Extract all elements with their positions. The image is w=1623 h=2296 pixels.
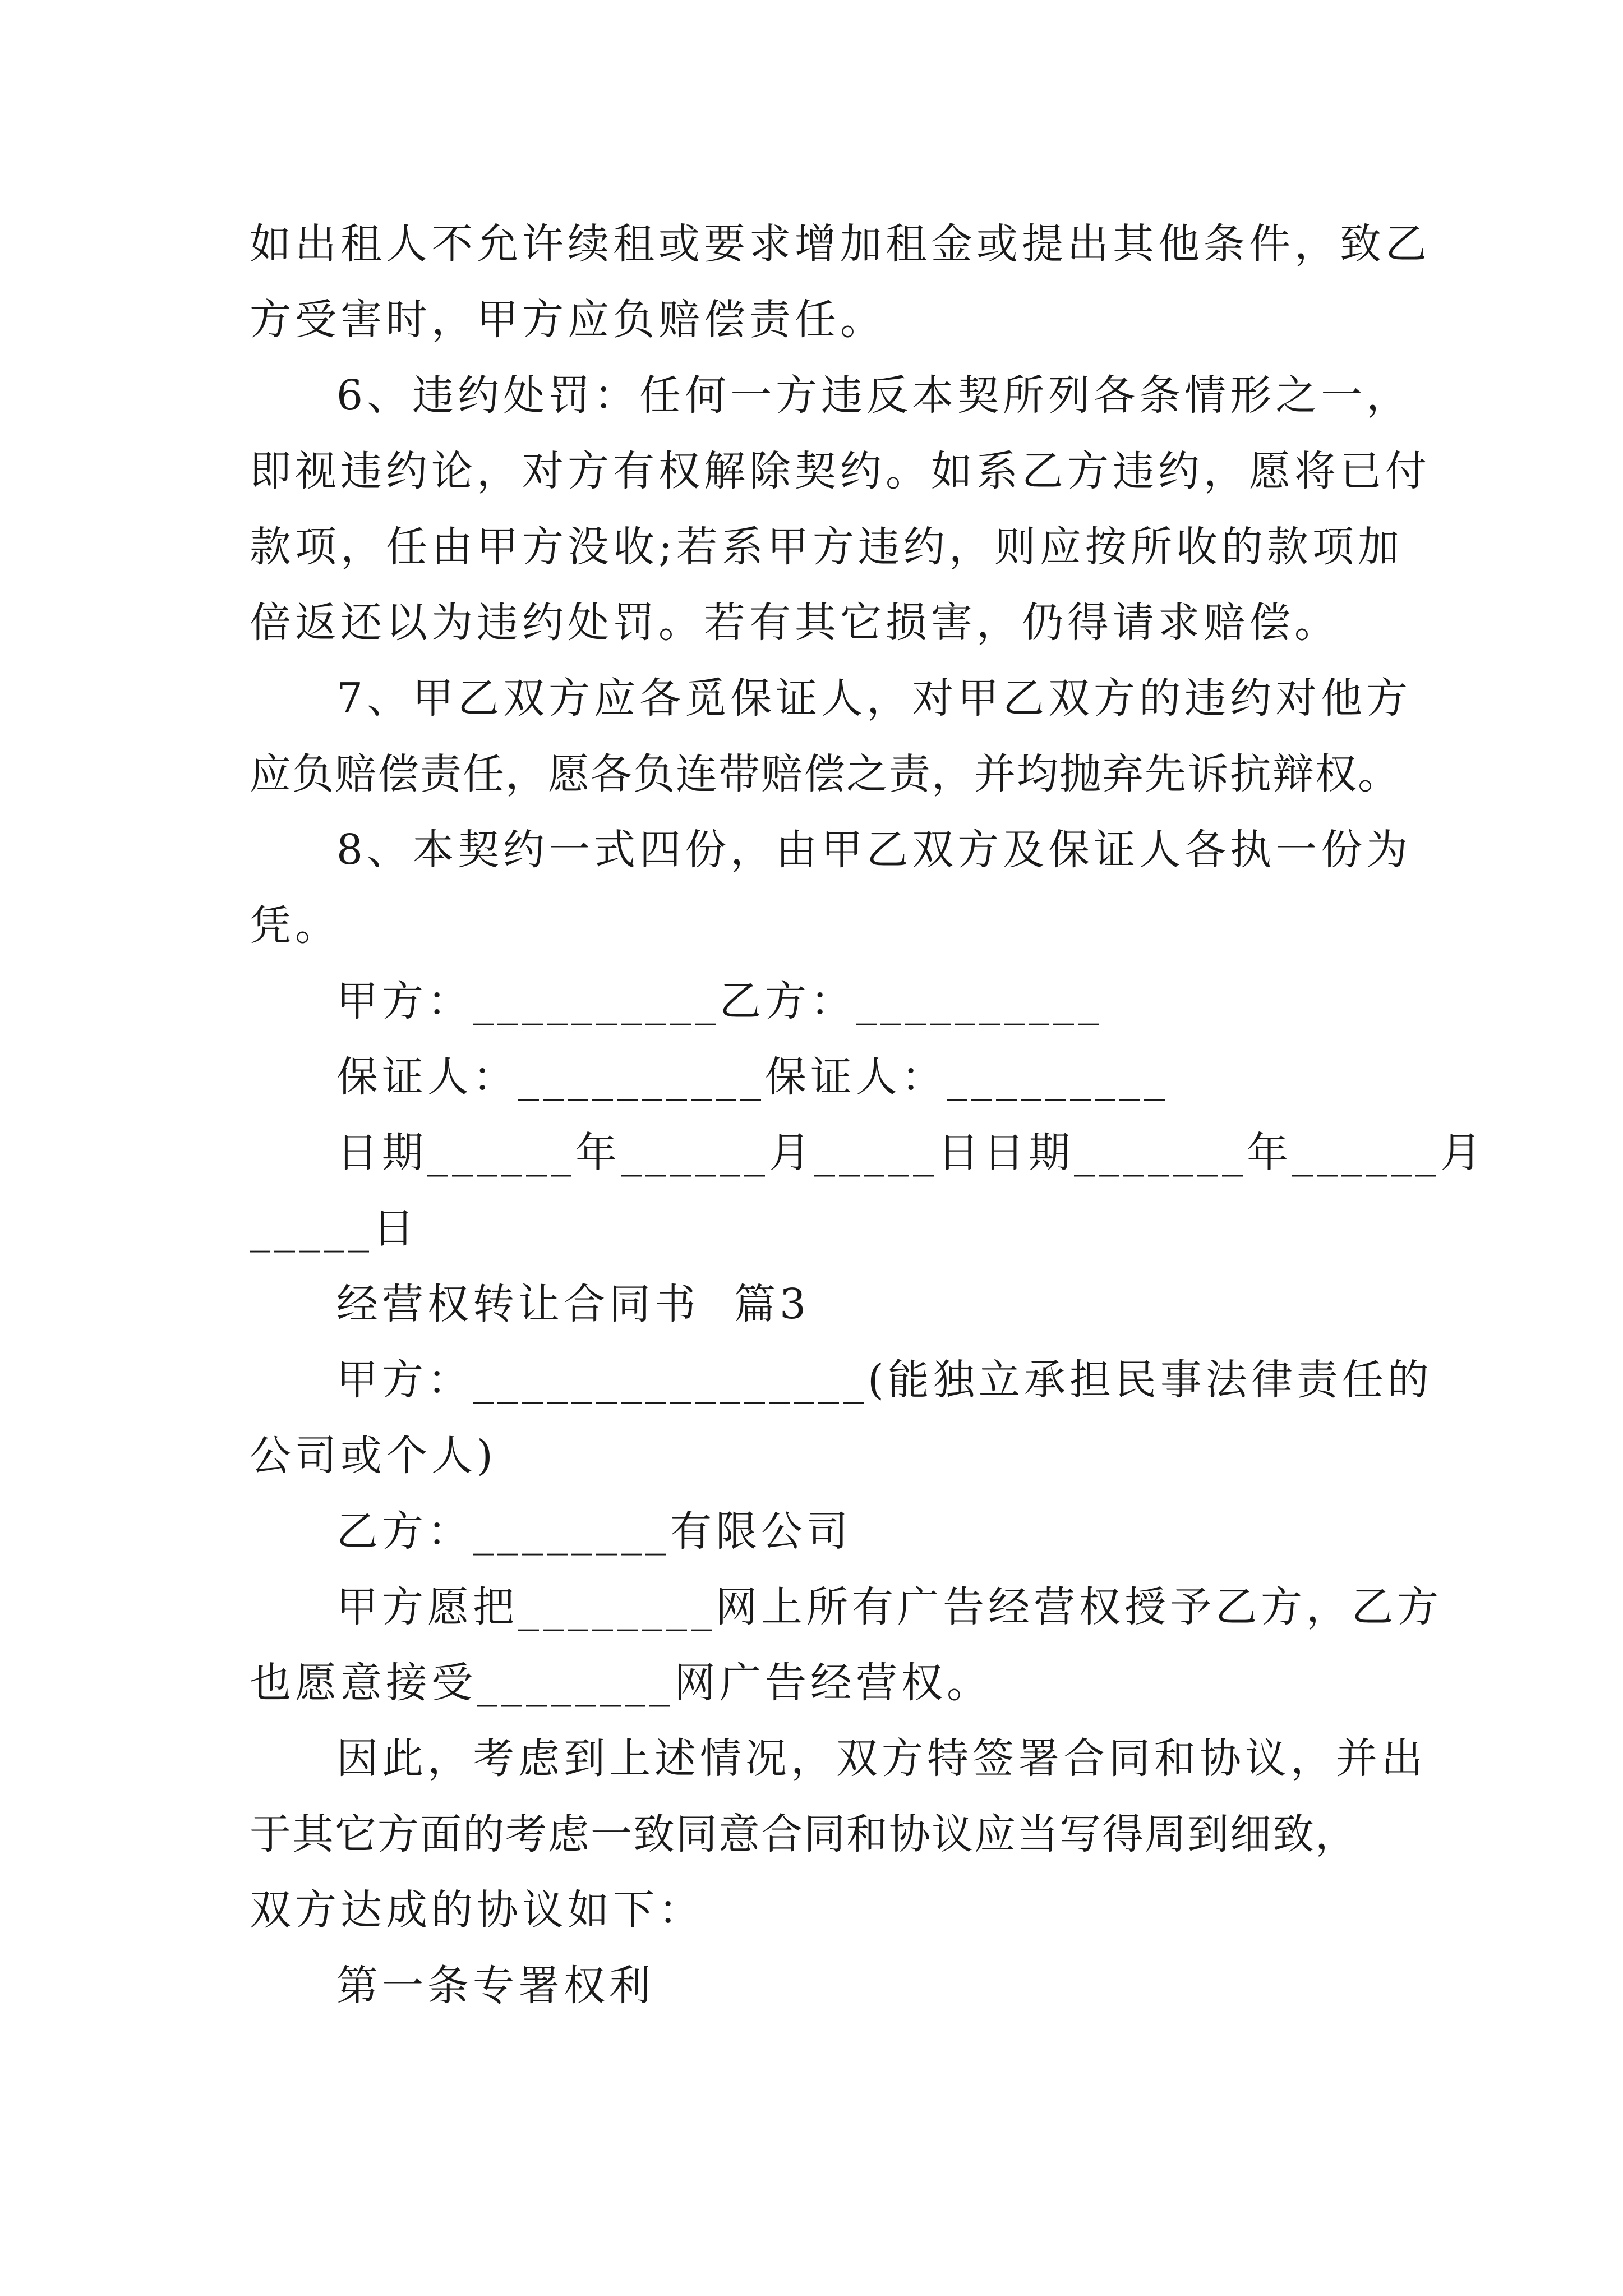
clause-8-heading: 8、本契约一式四份，由甲乙双方及保证人各执一份为 [336,826,1412,874]
text-line: 款项，任由甲方没收;若系甲方违约，则应按所收的款项加 [250,523,1403,571]
text-line: 双方达成的协议如下： [250,1886,704,1934]
text-line: 甲方愿把________网上所有广告经营权授予乙方，乙方 [336,1583,1442,1631]
clause-7-heading: 7、甲乙双方应各觅保证人，对甲乙双方的违约对他方 [336,674,1412,723]
text-line: 方受害时，甲方应负赔偿责任。 [250,296,886,344]
party-b-line: 乙方：________有限公司 [336,1507,852,1556]
signature-date-continuation: _____日 [250,1204,418,1253]
party-a-line: 甲方：________________(能独立承担民事法律责任的 [336,1356,1433,1404]
text-line: 如出租人不允许续租或要求增加租金或提出其他条件，致乙 [250,220,1431,268]
text-line: 应负赔偿责任，愿各负连带赔偿之责，并均抛弃先诉抗辩权。 [250,750,1400,798]
text-line: 于其它方面的考虑一致同意合同和协议应当写得周到细致， [250,1810,1358,1858]
text-line: 倍返还以为违约处罚。若有其它损害，仍得请求赔偿。 [250,599,1340,647]
clause-6-heading: 6、违约处罚：任何一方违反本契所列各条情形之一， [336,371,1412,420]
text-line: 也愿意接受________网广告经营权。 [250,1659,992,1707]
text-line: 凭。 [250,901,340,950]
text-line: 因此，考虑到上述情况，双方特签署合同和协议，并出 [336,1734,1427,1783]
signature-date-line: 日期______年______月_____日日期_______年______月 [336,1129,1486,1177]
section-title: 经营权转让合同书 篇3 [336,1280,810,1328]
signature-party-line: 甲方：__________乙方：__________ [336,977,1103,1025]
text-line: 即视违约论，对方有权解除契约。如系乙方违约，愿将已付 [250,447,1431,495]
text-line: 公司或个人) [250,1432,497,1480]
signature-guarantor-line: 保证人：__________保证人：_________ [336,1053,1169,1101]
article-1-heading: 第一条专署权利 [336,1962,654,2010]
